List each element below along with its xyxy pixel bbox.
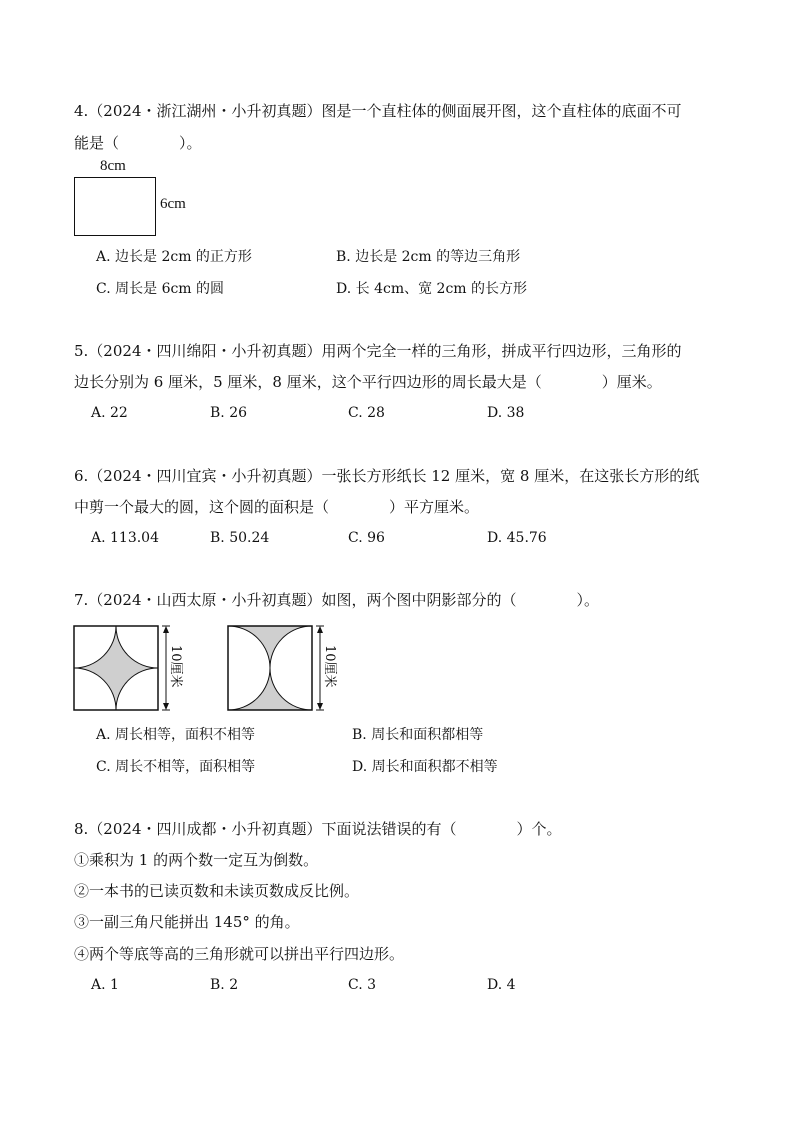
q8-statement-4: ④两个等底等高的三角形就可以拼出平行四边形。: [74, 945, 405, 963]
q6-stem-line1: 6.（2024・四川宜宾・小升初真题）一张长方形纸长 12 厘米，宽 8 厘米，在这张长方形的纸: [74, 467, 700, 485]
q7-figures: [66, 618, 366, 718]
q4-option-c[interactable]: C. 周长是 6cm 的圆: [96, 281, 225, 297]
q4-rectangle-figure: [74, 177, 156, 236]
q8-option-d[interactable]: D. 4: [487, 977, 516, 993]
q5-option-b[interactable]: B. 26: [210, 405, 248, 421]
q7-left-dimension-label: 10厘米: [168, 645, 183, 688]
q6-stem-line2: 中剪一个最大的圆，这个圆的面积是（ ）平方厘米。: [74, 498, 480, 516]
q5-option-a[interactable]: A. 22: [91, 405, 128, 421]
q8-option-c[interactable]: C. 3: [348, 977, 377, 993]
q7-option-d[interactable]: D. 周长和面积都不相等: [352, 759, 498, 775]
q5-stem-line2: 边长分别为 6 厘米，5 厘米，8 厘米，这个平行四边形的周长最大是（ ）厘米。: [74, 373, 662, 391]
q5-option-d[interactable]: D. 38: [487, 405, 525, 421]
q7-left-figure: [74, 626, 170, 710]
q7-option-a[interactable]: A. 周长相等，面积不相等: [96, 727, 256, 743]
q4-figure-width-label: 8cm: [100, 158, 126, 174]
q6-option-a[interactable]: A. 113.04: [91, 530, 159, 546]
q6-option-b[interactable]: B. 50.24: [210, 530, 270, 546]
q7-left-shaded-region: [74, 626, 158, 710]
q6-option-c[interactable]: C. 96: [348, 530, 385, 546]
q4-figure-height-label: 6cm: [160, 196, 186, 212]
q7-right-figure: [228, 626, 324, 710]
q5-stem-line1: 5.（2024・四川绵阳・小升初真题）用两个完全一样的三角形，拼成平行四边形，三角形的: [74, 342, 682, 360]
q4-option-a[interactable]: A. 边长是 2cm 的正方形: [96, 249, 252, 265]
q7-right-shaded-region: [228, 626, 312, 710]
q5-option-c[interactable]: C. 28: [348, 405, 385, 421]
q8-statement-2: ②一本书的已读页数和未读页数成反比例。: [74, 882, 360, 900]
q8-statement-1: ①乘积为 1 的两个数一定互为倒数。: [74, 851, 319, 869]
q6-option-d[interactable]: D. 45.76: [487, 530, 547, 546]
q8-option-b[interactable]: B. 2: [210, 977, 239, 993]
q4-stem-line1: 4.（2024・浙江湖州・小升初真题）图是一个直柱体的侧面展开图，这个直柱体的底面不可: [74, 102, 682, 120]
q7-right-dimension-label: 10厘米: [322, 645, 337, 688]
q4-option-d[interactable]: D. 长 4cm、宽 2cm 的长方形: [336, 281, 528, 297]
q8-option-a[interactable]: A. 1: [91, 977, 119, 993]
q7-stem-line1: 7.（2024・山西太原・小升初真题）如图，两个图中阴影部分的（ ）。: [74, 591, 599, 609]
q4-stem-line2: 能是（ ）。: [74, 134, 202, 152]
q7-option-c[interactable]: C. 周长不相等，面积相等: [96, 759, 256, 775]
q8-statement-3: ③一副三角尺能拼出 145° 的角。: [74, 913, 300, 931]
q7-option-b[interactable]: B. 周长和面积都相等: [352, 727, 484, 743]
q8-stem-line1: 8.（2024・四川成都・小升初真题）下面说法错误的有（ ）个。: [74, 820, 562, 838]
q4-option-b[interactable]: B. 边长是 2cm 的等边三角形: [336, 249, 521, 265]
